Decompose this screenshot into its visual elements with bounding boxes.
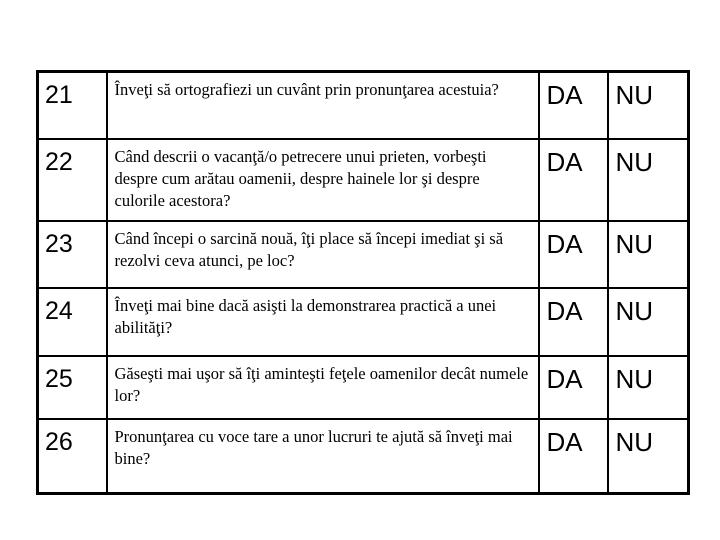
answer-yes[interactable]: DA: [539, 288, 608, 356]
question-text: Găseşti mai uşor să îţi aminteşti feţele oamenilor decât numele lor?: [107, 356, 539, 419]
answer-yes[interactable]: DA: [539, 72, 608, 139]
answer-yes[interactable]: DA: [539, 419, 608, 494]
question-number: 22: [38, 139, 107, 221]
answer-no[interactable]: NU: [608, 139, 689, 221]
question-row: [38, 72, 689, 139]
question-row: [38, 288, 689, 356]
question-number: 25: [38, 356, 107, 419]
question-number: 21: [38, 72, 107, 139]
question-text: Înveţi să ortografiezi un cuvânt prin pronunţarea acestuia?: [107, 72, 539, 139]
answer-yes[interactable]: DA: [539, 221, 608, 288]
question-number: 24: [38, 288, 107, 356]
question-row: [38, 221, 689, 288]
answer-no[interactable]: NU: [608, 419, 689, 494]
question-text: Când începi o sarcină nouă, îţi place să începi imediat şi să rezolvi ceva atunci, pe loc?: [107, 221, 539, 288]
questionnaire-table: [36, 70, 690, 495]
question-text: Pronunţarea cu voce tare a unor lucruri te ajută să înveţi mai bine?: [107, 419, 539, 494]
question-text: Înveţi mai bine dacă asişti la demonstrarea practică a unei abilităţi?: [107, 288, 539, 356]
question-text: Când descrii o vacanţă/o petrecere unui prieten, vorbeşti despre cum arătau oamenii, despre hainele lor şi despre culorile acestora?: [107, 139, 539, 221]
answer-no[interactable]: NU: [608, 288, 689, 356]
answer-no[interactable]: NU: [608, 356, 689, 419]
question-row: [38, 139, 689, 221]
question-number: 23: [38, 221, 107, 288]
answer-no[interactable]: NU: [608, 72, 689, 139]
answer-no[interactable]: NU: [608, 221, 689, 288]
answer-yes[interactable]: DA: [539, 356, 608, 419]
question-row: [38, 419, 689, 494]
question-number: 26: [38, 419, 107, 494]
question-row: [38, 356, 689, 419]
answer-yes[interactable]: DA: [539, 139, 608, 221]
